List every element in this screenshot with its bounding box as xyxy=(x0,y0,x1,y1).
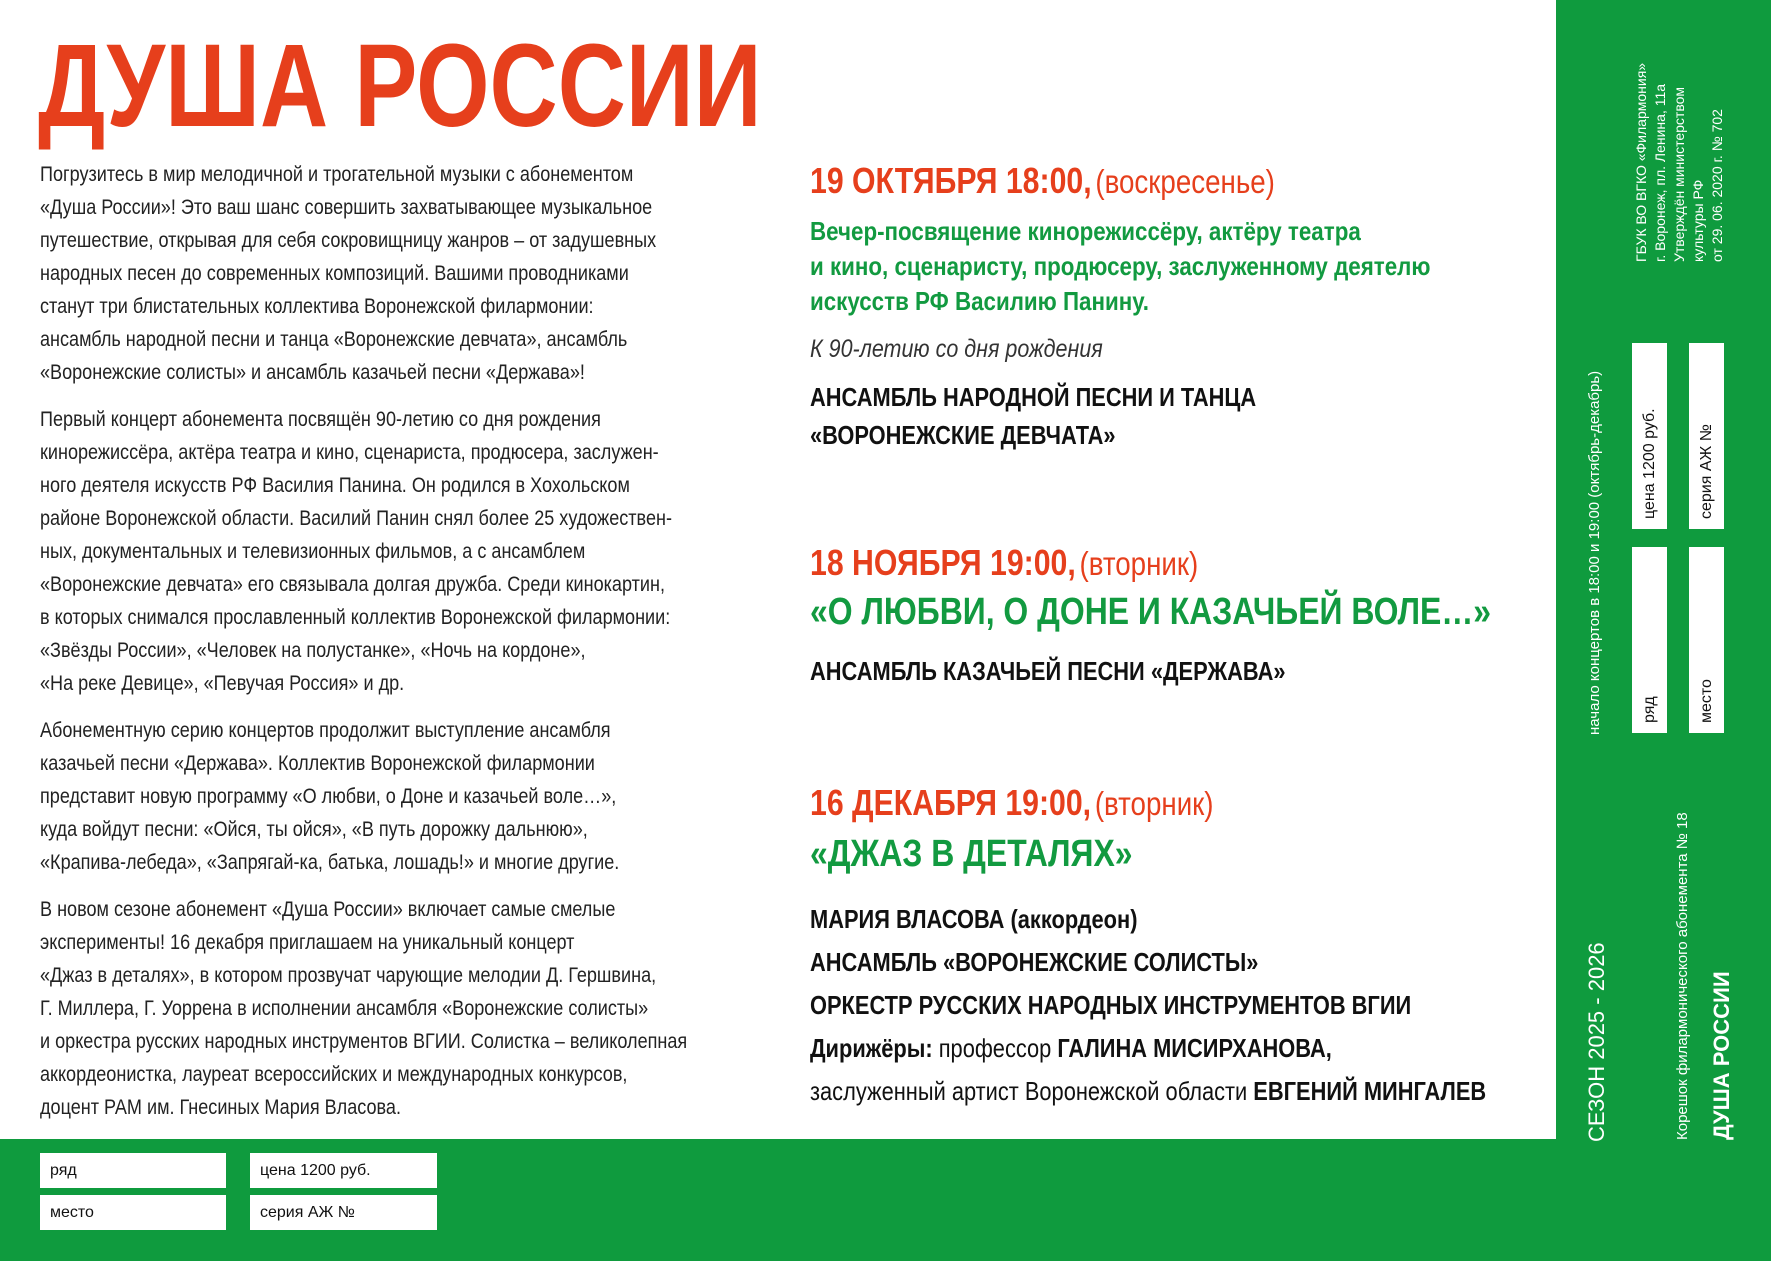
intro-paragraph xyxy=(40,714,780,879)
intro-line: «Воронежские девчата» его связывала долгая дружба. Среди кинокартин, xyxy=(40,573,665,596)
intro-line: ного деятеля искусств РФ Василия Панина. Он родился в Хохольском xyxy=(40,474,630,497)
performer-line: ОРКЕСТР РУССКИХ НАРОДНЫХ ИНСТРУМЕНТОВ ВГИИ xyxy=(810,990,1412,1020)
intro-paragraph xyxy=(40,893,780,1124)
conductors-line-1 xyxy=(810,1027,1448,1070)
intro-line: Г. Миллера, Г. Уоррена в исполнении ансамбля «Воронежские солисты» xyxy=(40,997,649,1020)
intro-line: аккордеонистка, лауреат всероссийских и международных конкурсов, xyxy=(40,1063,628,1086)
intro-line: Погрузитесь в мир мелодичной и трогательной музыки с абонементом xyxy=(40,163,634,186)
series-field[interactable]: серия АЖ № xyxy=(250,1195,437,1230)
side-price-field[interactable] xyxy=(1632,343,1667,529)
concert-3-title: «ДЖАЗ В ДЕТАЛЯХ» xyxy=(810,833,1133,875)
concert-3-day: (вторник) xyxy=(1094,785,1214,822)
performer-line: «ВОРОНЕЖСКИЕ ДЕВЧАТА» xyxy=(810,420,1116,450)
intro-line: станут три блистательных коллектива Воронежской филармонии: xyxy=(40,295,594,318)
concert-1-description xyxy=(810,214,1464,319)
stub-title: ДУША РОССИИ xyxy=(1709,971,1734,1140)
performer-line: МАРИЯ ВЛАСОВА (аккордеон) xyxy=(810,904,1138,934)
concert-1-note: К 90-летию со дня рождения xyxy=(810,335,1103,363)
concert-2 xyxy=(810,542,1570,690)
concert-1-day: (воскресенье) xyxy=(1095,163,1275,200)
intro-line: «Душа России»! Это ваш шанс совершить захватывающее музыкальное xyxy=(40,196,653,219)
intro-line: куда войдут песни: «Ойся, ты ойся», «В путь дорожку дальнюю», xyxy=(40,818,588,841)
intro-line: ансамбль народной песни и танца «Воронежские девчата», ансамбль xyxy=(40,328,628,351)
concert-1-date: 19 ОКТЯБРЯ 18:00, xyxy=(810,160,1092,201)
concert-2-performers xyxy=(810,652,1448,690)
intro-line: «На реке Девице», «Певучая Россия» и др. xyxy=(40,672,405,695)
concert-1-desc-line: искусств РФ Василию Панину. xyxy=(810,286,1149,316)
concert-3-date-line xyxy=(810,782,1448,828)
intro-line: эксперименты! 16 декабря приглашаем на уникальный концерт xyxy=(40,931,575,954)
intro-line: «Звёзды России», «Человек на полустанке», «Ночь на кордоне», xyxy=(40,639,586,662)
performer-line: АНСАМБЛЬ «ВОРОНЕЖСКИЕ СОЛИСТЫ» xyxy=(810,947,1259,977)
concert-3-date: 16 ДЕКАБРЯ 19:00, xyxy=(810,782,1092,823)
intro-line: в которых снимался прославленный коллектив Воронежской филармонии: xyxy=(40,606,671,629)
intro-line: кинорежиссёра, актёра театра и кино, сценариста, продюсера, заслужен- xyxy=(40,441,659,464)
intro-line: районе Воронежской области. Василий Панин снял более 25 художествен- xyxy=(40,507,672,530)
intro-line: путешествие, открывая для себя сокровищницу жанров – от задушевных xyxy=(40,229,657,252)
concert-1-desc-line: и кино, сценаристу, продюсеру, заслуженному деятелю xyxy=(810,251,1431,281)
intro-line: «Воронежские солисты» и ансамбль казачьей песни «Держава»! xyxy=(40,361,585,384)
stub-caption: Корешок филармонического абонемента № 18 xyxy=(1674,812,1691,1140)
intro-line: и оркестра русских народных инструментов ВГИИ. Солистка – великолепная xyxy=(40,1030,688,1053)
concert-1 xyxy=(810,160,1570,454)
conductor-1-title: профессор xyxy=(932,1033,1058,1063)
side-seat-field[interactable] xyxy=(1689,547,1724,733)
start-time-note: начало концертов в 18:00 и 19:00 (октябрь-декабрь) xyxy=(1586,370,1603,735)
concert-2-date-line xyxy=(810,542,1448,588)
concert-3-performers xyxy=(810,898,1448,1027)
season-label: СЕЗОН 2025 - 2026 xyxy=(1584,942,1609,1142)
intro-paragraph xyxy=(40,158,780,389)
side-series-label: серия АЖ № xyxy=(1698,424,1715,519)
concert-1-desc-line: Вечер-посвящение кинорежиссёру, актёру театра xyxy=(810,216,1361,246)
intro-line: ных, документальных и телевизионных фильмов, а с ансамблем xyxy=(40,540,586,563)
intro-line: «Джаз в деталях», в котором прозвучат чарующие мелодии Д. Гершвина, xyxy=(40,964,657,987)
side-seat-label: место xyxy=(1698,679,1715,723)
row-field[interactable]: ряд xyxy=(40,1153,226,1188)
concert-2-title: «О ЛЮБВИ, О ДОНЕ И КАЗАЧЬЕЙ ВОЛЕ…» xyxy=(810,591,1492,633)
intro-line: «Крапива-лебеда», «Запрягай-ка, батька, лошадь!» и многие другие. xyxy=(40,851,620,874)
side-row-field[interactable] xyxy=(1632,547,1667,733)
seat-field[interactable]: место xyxy=(40,1195,226,1230)
conductor-2-title: заслуженный артист Воронежской области xyxy=(810,1076,1254,1106)
performer-line: АНСАМБЛЬ КАЗАЧЬЕЙ ПЕСНИ «ДЕРЖАВА» xyxy=(810,656,1286,686)
side-series-field[interactable] xyxy=(1689,343,1724,529)
intro-text xyxy=(40,158,770,1138)
conductors-line-2 xyxy=(810,1070,1487,1113)
concert-2-date: 18 НОЯБРЯ 19:00, xyxy=(810,542,1076,583)
page-title: ДУША РОССИИ xyxy=(38,20,762,152)
org-line: ГБУК ВО ВГКО «Филармония» xyxy=(1633,62,1649,262)
concert-1-date-line xyxy=(810,160,1448,206)
side-price-label: цена 1200 руб. xyxy=(1641,408,1658,519)
conductors-label: Дирижёры: xyxy=(810,1033,933,1063)
intro-line: народных песен до современных композиций. Вашими проводниками xyxy=(40,262,629,285)
concert-2-day: (вторник) xyxy=(1079,545,1199,582)
concert-1-performers xyxy=(810,378,1448,454)
price-field[interactable]: цена 1200 руб. xyxy=(250,1153,437,1188)
org-line: Утверждён министерством xyxy=(1671,86,1687,262)
org-line: г. Воронеж, пл. Ленина, 11а xyxy=(1652,83,1668,262)
intro-line: представит новую программу «О любви, о Доне и казачьей воле…», xyxy=(40,785,617,808)
intro-line: Абонементную серию концертов продолжит выступление ансамбля xyxy=(40,719,611,742)
conductor-2-name: ЕВГЕНИЙ МИНГАЛЕВ xyxy=(1253,1076,1487,1106)
concert-3 xyxy=(810,782,1570,1113)
intro-line: Первый концерт абонемента посвящён 90-летию со дня рождения xyxy=(40,408,601,431)
intro-paragraph xyxy=(40,403,780,700)
side-row-label: ряд xyxy=(1641,696,1658,723)
org-line: культуры РФ xyxy=(1690,179,1706,262)
intro-line: В новом сезоне абонемент «Душа России» включает самые смелые xyxy=(40,898,616,921)
intro-line: казачьей песни «Держава». Коллектив Воронежской филармонии xyxy=(40,752,595,775)
bottom-stub-band xyxy=(0,1139,1556,1261)
intro-line: доцент РАМ им. Гнесиных Мария Власова. xyxy=(40,1096,401,1119)
org-line: от 29. 06. 2020 г. № 702 xyxy=(1709,109,1725,262)
side-stub-band xyxy=(1556,0,1771,1261)
performer-line: АНСАМБЛЬ НАРОДНОЙ ПЕСНИ И ТАНЦА xyxy=(810,382,1257,412)
conductor-1-name: ГАЛИНА МИСИРХАНОВА, xyxy=(1057,1033,1332,1063)
